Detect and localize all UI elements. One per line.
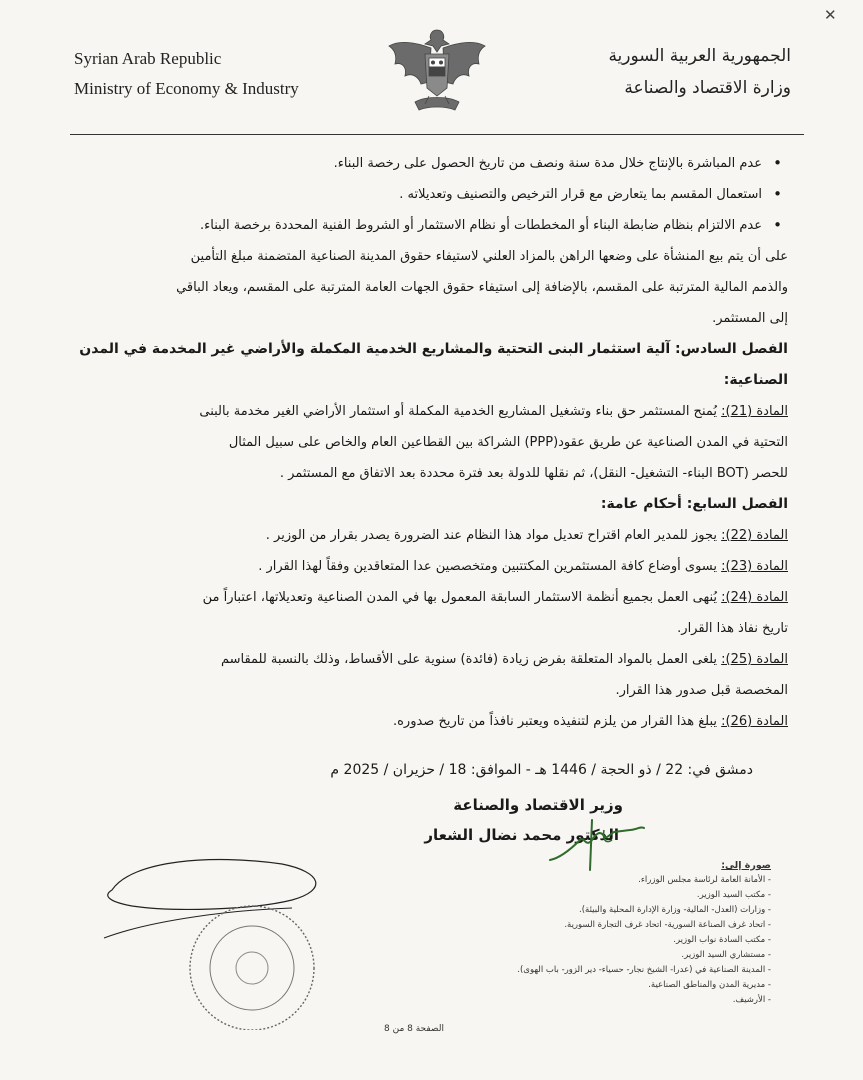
country-name-ar: الجمهورية العربية السورية xyxy=(608,46,791,66)
signatory-name: الدكتور محمد نضال الشعار xyxy=(424,826,619,844)
sale-paragraph-line: والذمم المالية المترتبة على المقسم، بالإضافة إلى استيفاء حقوق الجهات العامة المترتبة على المقسم، ويعاد الباقي xyxy=(176,280,788,295)
distribution-item: - المدينة الصناعية في (عدرا- الشيخ نجار- حسياء- دير الزور- باب الهوى). xyxy=(517,965,771,975)
header-divider xyxy=(70,134,804,135)
article-24-line: تاريخ نفاذ هذا القرار. xyxy=(677,621,788,636)
sale-paragraph-line: إلى المستثمر. xyxy=(712,311,788,326)
article-23-text: يسوى أوضاع كافة المستثمرين المكتتبين ومتخصصين عدا المتعاقدين وفقاً لهذا القرار . xyxy=(258,559,722,574)
bullet-item: • عدم الالتزام بنظام ضابطة البناء أو المخططات أو نظام الاستثمار أو الشروط الفنية المحددة برخصة البناء. xyxy=(60,210,788,241)
distribution-item: - الأرشيف. xyxy=(732,995,771,1005)
article-26-label: المادة (26): xyxy=(721,714,788,729)
issue-date: دمشق في: 22 / ذو الحجة / 1446 هـ - الموافق: 18 / حزيران / 2025 م xyxy=(330,762,753,778)
eagle-emblem-icon xyxy=(385,22,489,122)
bullet-item: • عدم المباشرة بالإنتاج خلال مدة سنة ونصف من تاريخ الحصول على رخصة البناء. xyxy=(60,148,788,179)
distribution-item: - مستشاري السيد الوزير. xyxy=(681,950,771,960)
distribution-item: - اتحاد غرف الصناعة السورية- اتحاد غرف التجارة السورية. xyxy=(564,920,771,930)
close-icon[interactable]: ✕ xyxy=(824,6,837,24)
distribution-list xyxy=(517,858,771,1008)
signatory-title: وزير الاقتصاد والصناعة xyxy=(453,796,623,814)
article-22-label: المادة (22): xyxy=(721,528,788,543)
distribution-item: - مديرية المدن والمناطق الصناعية. xyxy=(648,980,771,990)
bullet-item: • استعمال المقسم بما يتعارض مع قرار الترخيص والتصنيف وتعديلاته . xyxy=(60,179,788,210)
article-26 xyxy=(60,706,788,737)
article-24 xyxy=(60,582,788,613)
document-body xyxy=(60,148,788,737)
header-english xyxy=(74,44,299,104)
article-24-text: يُنهى العمل بجميع أنظمة الاستثمار السابقة المعمول بها في المدن الصناعية وتعديلاتها، اعتباراً من xyxy=(202,590,722,605)
article-21-label: المادة (21): xyxy=(721,404,788,419)
article-23 xyxy=(60,551,788,582)
distribution-title: صورة إلى: xyxy=(721,860,771,871)
chapter-6-heading-cont: الصناعية: xyxy=(723,372,788,388)
article-21 xyxy=(60,396,788,427)
article-21-text: يُمنح المستثمر حق بناء وتشغيل المشاريع الخدمية المكملة أو استثمار الأراضي الغير مخدمة بالبنى xyxy=(199,404,722,419)
article-21-line: للحصر (BOT البناء- التشغيل- النقل)، ثم نقلها للدولة بعد فترة محددة بعد الاتفاق مع المستثمر . xyxy=(279,466,788,481)
article-25-line: المخصصة قبل صدور هذا القرار. xyxy=(615,683,788,698)
article-24-label: المادة (24): xyxy=(721,590,788,605)
ministry-name-en: Ministry of Economy & Industry xyxy=(74,79,299,98)
article-22-text: يجوز للمدير العام اقتراح تعديل مواد هذا النظام عند الضرورة يصدر بقرار من الوزير . xyxy=(265,528,722,543)
article-25-text: يلغى العمل بالمواد المتعلقة بفرض زيادة (فائدة) سنوية على الأقساط، وذلك بالنسبة للمقاسم xyxy=(220,652,722,667)
ministry-name-ar: وزارة الاقتصاد والصناعة xyxy=(624,78,791,98)
chapter-6-heading: الفصل السادس: آلية استثمار البنى التحتية والمشاريع الخدمية المكملة والأراضي غير المخدمة في المدن xyxy=(79,341,788,357)
distribution-item: - وزارات (العدل- المالية- وزارة الإدارة المحلية والبيئة). xyxy=(579,905,771,915)
chapter-7-heading: الفصل السابع: أحكام عامة: xyxy=(600,496,788,512)
article-23-label: المادة (23): xyxy=(721,559,788,574)
distribution-item: - مكتب السادة نواب الوزير. xyxy=(673,935,771,945)
distribution-item: - مكتب السيد الوزير. xyxy=(696,890,771,900)
header-arabic xyxy=(608,40,791,104)
article-25 xyxy=(60,644,788,675)
sale-paragraph-line: على أن يتم بيع المنشأة على وضعها الراهن بالمزاد العلني لاستيفاء حقوق المدينة الصناعية المتضمنة مبلغ التأمين xyxy=(190,249,788,264)
page-number: الصفحة 8 من 8 xyxy=(384,1024,444,1034)
distribution-item: - الأمانة العامة لرئاسة مجلس الوزراء. xyxy=(638,875,771,885)
article-25-label: المادة (25): xyxy=(721,652,788,667)
article-26-text: يبلغ هذا القرار من يلزم لتنفيذه ويعتبر نافذاً من تاريخ صدوره. xyxy=(392,714,722,729)
official-stamp-icon xyxy=(92,850,332,1030)
article-21-line: التحتية في المدن الصناعية عن طريق عقود(PPP) الشراكة بين القطاعين العام والخاص على سبيل المثال xyxy=(228,435,788,450)
article-22 xyxy=(60,520,788,551)
country-name-en: Syrian Arab Republic xyxy=(74,49,222,68)
